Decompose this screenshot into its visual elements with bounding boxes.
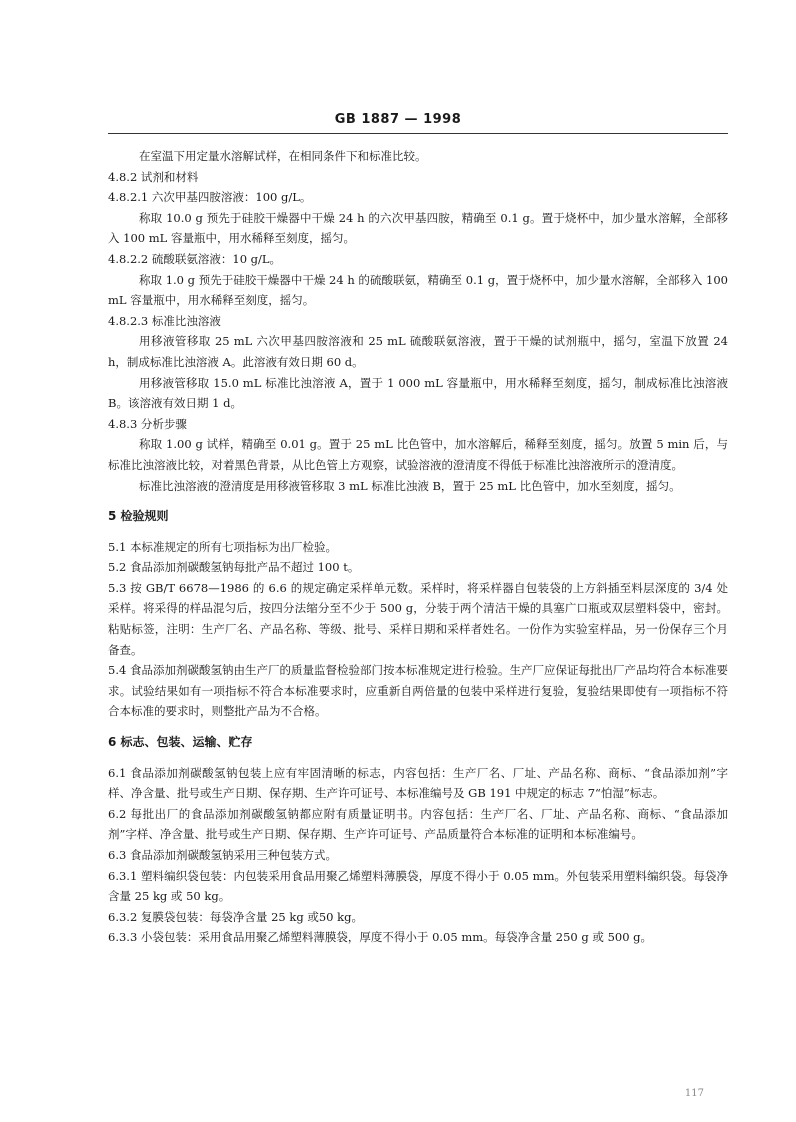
clause-heading: 4.8.3 分析步骤 [108, 416, 187, 431]
paragraph: 称取 10.0 g 预先于硅胶干燥器中干燥 24 h 的六次甲基四胺，精确至 0.1 g。置于烧杯中，加少量水溶解，全部移入 100 mL 容量瓶中，用水稀释至刻度，摇匀。 [108, 210, 728, 246]
clause-heading: 6.3.2 复膜袋包装：每袋净含量 25 kg 或50 kg。 [108, 909, 363, 924]
document-header: GB 1887 — 1998 [334, 112, 462, 127]
clause-heading: 5.2 食品添加剂碳酸氢钠每批产品不超过 100 t。 [108, 560, 360, 575]
page-number: 117 [684, 1088, 704, 1099]
section-heading: 6 标志、包装、运输、贮存 [108, 735, 253, 750]
clause-heading: 4.8.2.3 标准比浊溶液 [108, 313, 221, 328]
paragraph: 用移液管移取 25 mL 六次甲基四胺溶液和 25 mL 硫酸联氨溶液，置于干燥的试剂瓶中，摇匀，室温下放置 24 h，制成标准比浊溶液 A。此溶液有效日期 60 d。 [108, 334, 728, 369]
paragraph: 6.3.3 小袋包装：采用食品用聚乙烯塑料薄膜袋，厚度不得小于 0.05 mm。每袋净含量 250 g 或 500 g。 [108, 930, 653, 945]
paragraph: 6.3.1 塑料编织袋包装：内包装采用食品用聚乙烯塑料薄膜袋，厚度不得小于 0.05 mm。外包装采用塑料编织袋。每袋净含量 25 kg 或 50 kg。 [108, 868, 728, 904]
clause-heading: 4.8.2 试剂和材料 [108, 169, 199, 184]
clause-heading: 4.8.2.2 硫酸联氨溶液：10 g/L。 [108, 251, 282, 266]
document-body [108, 146, 728, 948]
paragraph: 6.1 食品添加剂碳酸氢钠包装上应有牢固清晰的标志，内容包括：生产厂名、厂址、产品名称、商标、“食品添加剂”字样、净含量、批号或生产日期、保存期、生产许可证号、本标准编号及 GB 191 中规定的标志 7“怕湿”标志。 [108, 765, 728, 801]
clause-heading: 5.1 本标准规定的所有七项指标为出厂检验。 [108, 539, 337, 554]
paragraph: 5.4 食品添加剂碳酸氢钠由生产厂的质量监督检验部门按本标准规定进行检验。生产厂应保证每批出厂产品均符合本标准要求。试验结果如有一项指标不符合本标准要求时，应重新自两倍量的包装中采样进行复验，复验结果即使有一项指标不符合本标准的要求时，则整批产品为不合格。 [108, 663, 728, 719]
paragraph: 5.3 按 GB/T 6678—1986 的 6.6 的规定确定采样单元数。采样时，将采样器自包装袋的上方斜插至料层深度的 3/4 处采样。将采得的样品混匀后，按四分法缩分至不少于 500 g，分装于两个清洁干燥的具塞广口瓶或双层塑料袋中，密封。粘贴标签，注明：生产厂名、产品名称、等级、批号、采样日期和采样者姓名。一份作为实验室样品，另一份保存三个月备查。 [108, 580, 728, 657]
paragraph: 在室温下用定量水溶解试样，在相同条件下和标准比较。 [139, 149, 427, 163]
paragraph: 称取 1.00 g 试样，精确至 0.01 g。置于 25 mL 比色管中，加水溶解后，稀释至刻度，摇匀。放置 5 min 后，与标准比浊溶液比较，对着黑色背景，从比色管上方观察，试验溶液的澄清度不得低于标准比浊溶液所示的澄清度。 [108, 437, 728, 472]
header-rule [108, 133, 728, 134]
clause-heading: 4.8.2.1 六次甲基四胺溶液：100 g/L。 [108, 190, 312, 205]
paragraph: 用移液管移取 15.0 mL 标准比浊溶液 A，置于 1 000 mL 容量瓶中，用水稀释至刻度，摇匀，制成标准比浊溶液 B。该溶液有效日期 1 d。 [108, 375, 728, 411]
paragraph: 6.2 每批出厂的食品添加剂碳酸氢钠都应附有质量证明书。内容包括：生产厂名、厂址、产品名称、商标、“食品添加剂”字样、净含量、批号或生产日期、保存期、生产许可证号、产品质量符合本标准的证明和本标准编号。 [108, 806, 728, 842]
paragraph: 标准比浊溶液的澄清度是用移液管移取 3 mL 标准比浊液 B，置于 25 mL 比色管中，加水至刻度，摇匀。 [139, 478, 681, 493]
clause-heading: 6.3 食品添加剂碳酸氢钠采用三种包装方式。 [108, 848, 337, 862]
paragraph: 称取 1.0 g 预先于硅胶干燥器中干燥 24 h 的硫酸联氨，精确至 0.1 g，置于烧杯中，加少量水溶解，全部移入 100 mL 容量瓶中，用水稀释至刻度，摇匀。 [108, 272, 728, 308]
section-heading: 5 检验规则 [108, 509, 169, 524]
